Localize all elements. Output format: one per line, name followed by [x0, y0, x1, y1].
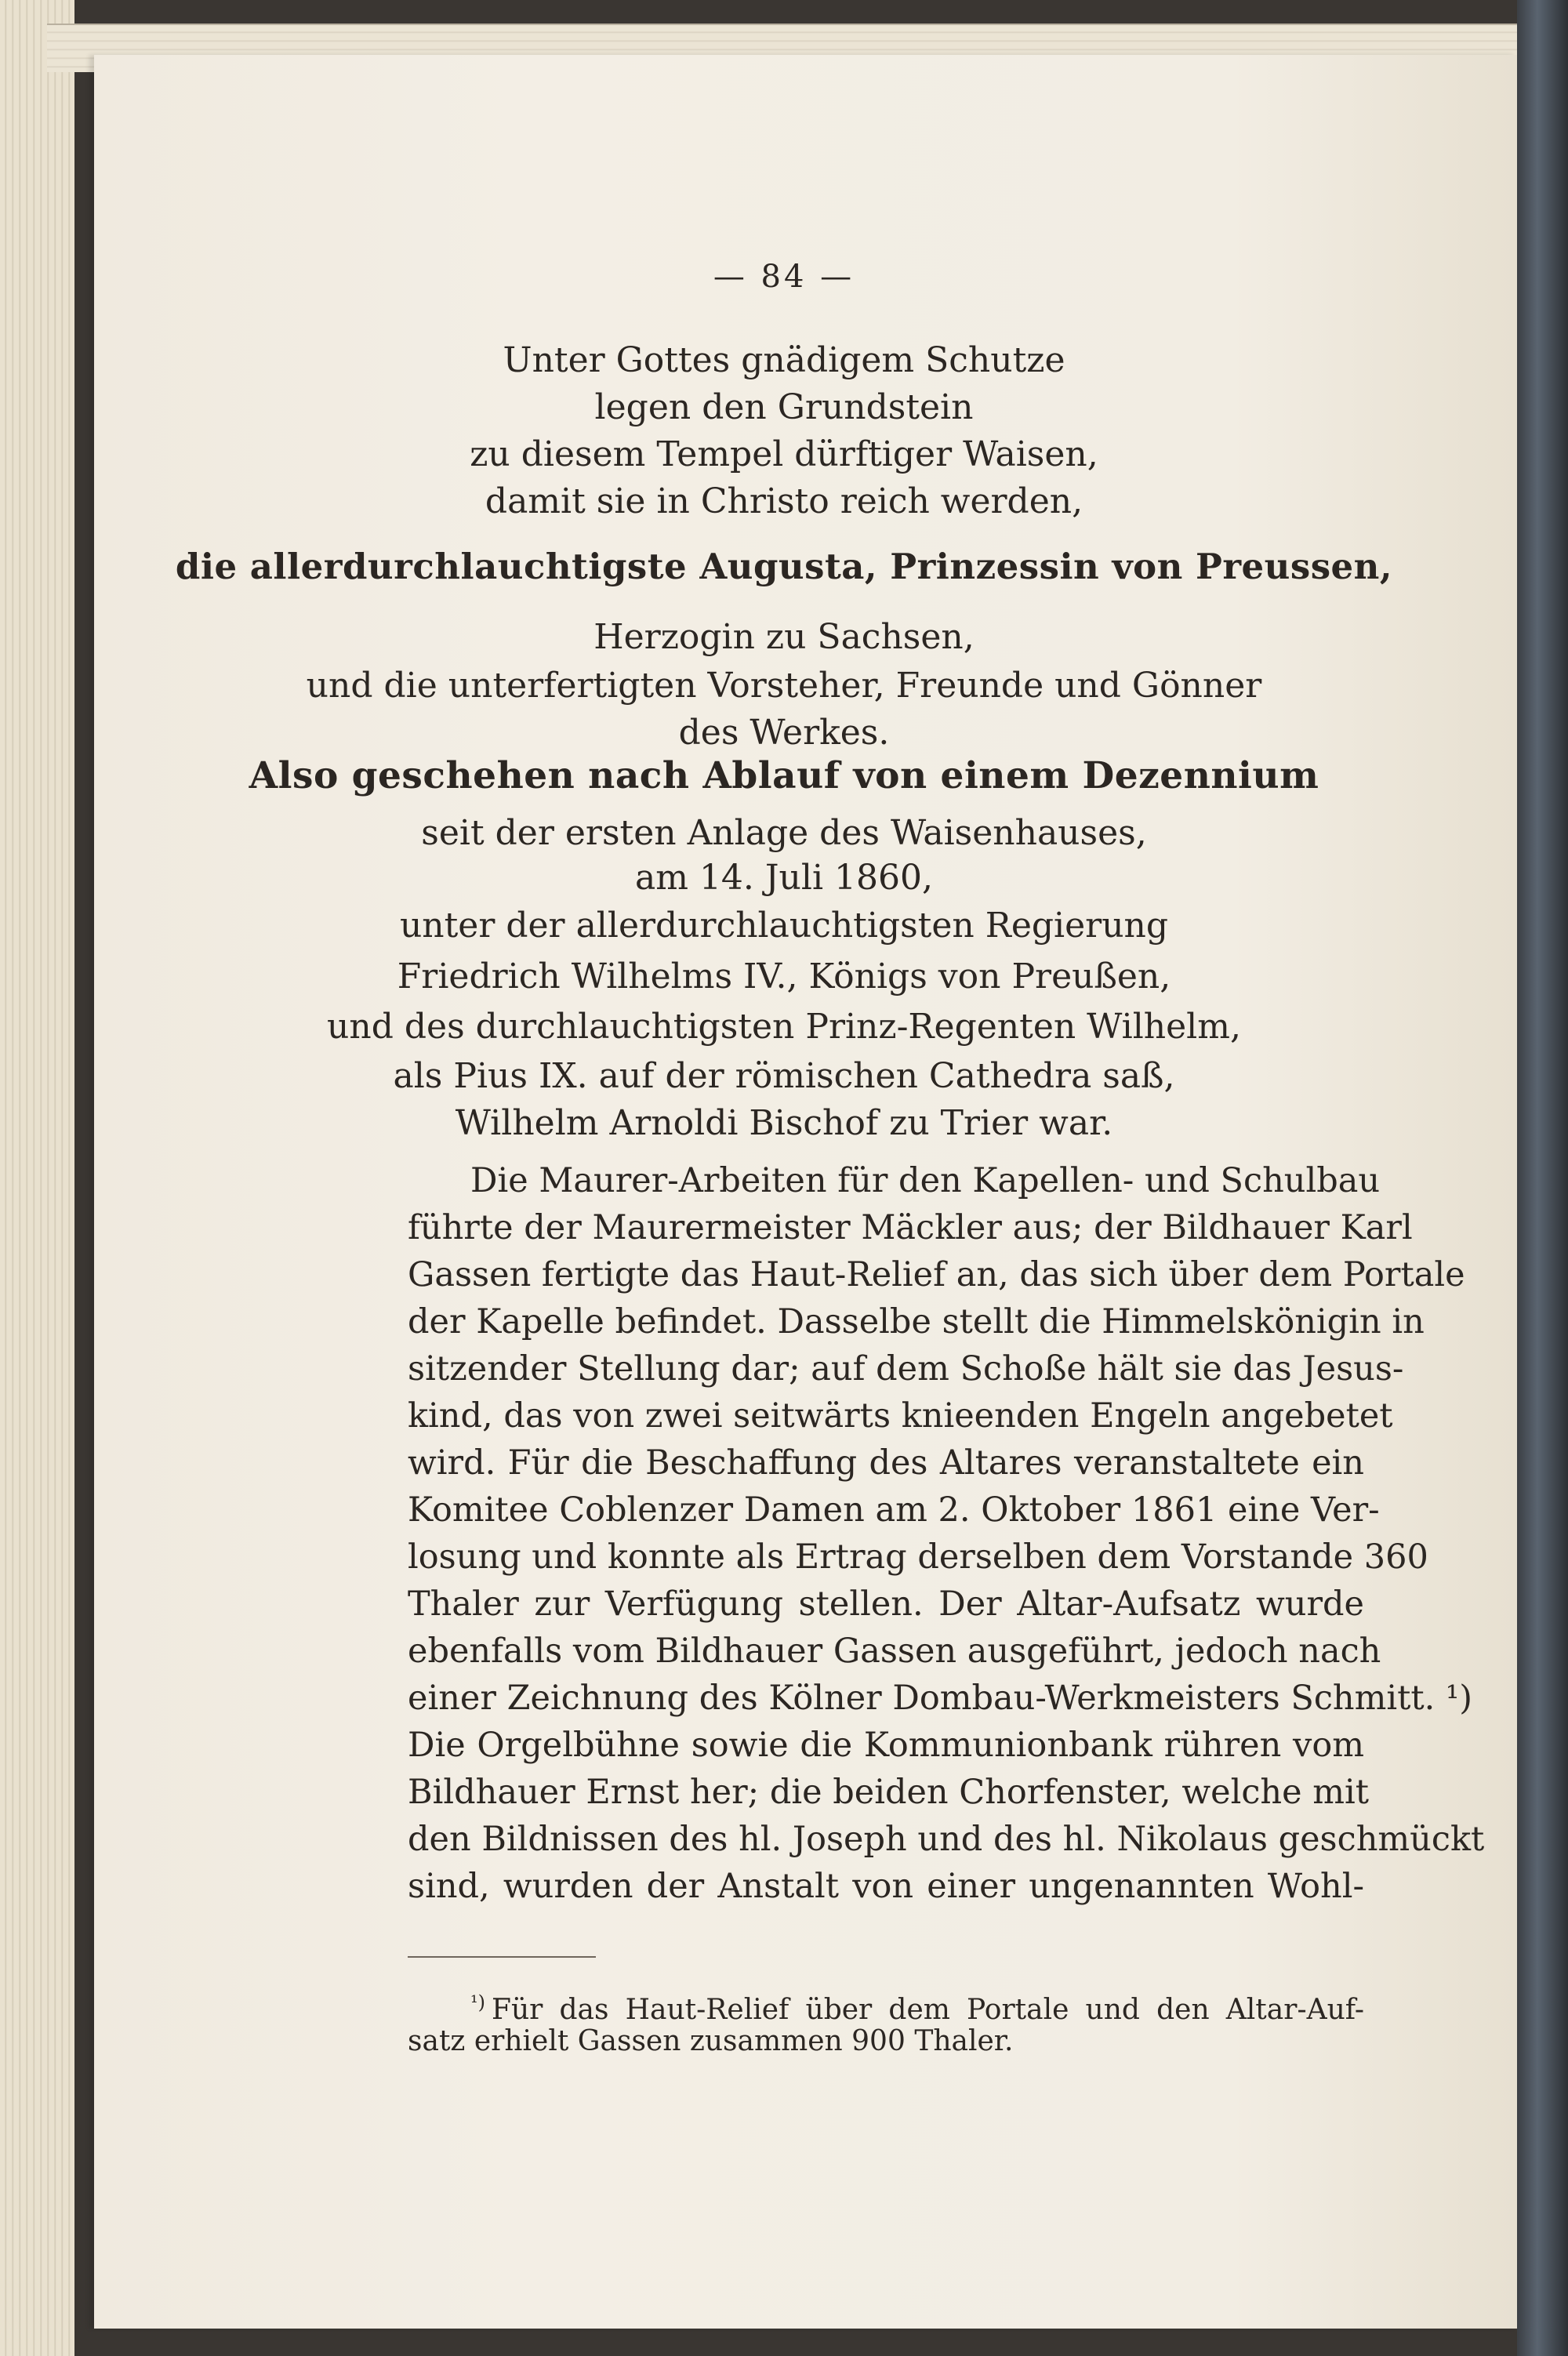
dedication-line: legen den Grundstein [594, 387, 974, 427]
dedication-line: damit sie in Christo reich werden, [485, 481, 1083, 521]
body-line: Die Maurer-Arbeiten für den Kapellen- und Schulbau [470, 1161, 1381, 1200]
dedication-line: des Werkes. [678, 713, 890, 753]
body-line: der Kapelle befindet. Dasselbe stellt die Himmelskönigin in [408, 1302, 1425, 1341]
dedication-line: und die unterfertigten Vorsteher, Freunde und Gönner [306, 666, 1262, 706]
dedication-line: unter der allerdurchlauchtigsten Regierung [399, 906, 1169, 946]
body-line: kind, das von zwei seitwärts knieenden Engeln angebetet [408, 1396, 1393, 1436]
footnote-line: satz erhielt Gassen zusammen 900 Thaler. [408, 2025, 1014, 2057]
dedication-line: seit der ersten Anlage des Waisenhauses, [421, 813, 1147, 853]
footnote-text: Für das Haut-Relief über dem Portale und den Altar-Auf- [491, 1994, 1364, 2026]
dedication-line: Herzogin zu Sachsen, [593, 617, 975, 657]
footnote-mark: ¹) [470, 1991, 485, 2013]
dedication-line: Wilhelm Arnoldi Bischof zu Trier war. [455, 1103, 1113, 1143]
dedication-line: als Pius IX. auf der römischen Cathedra saß, [393, 1056, 1175, 1096]
body-line: Komitee Coblenzer Damen am 2. Oktober 1861 eine Ver- [408, 1490, 1380, 1530]
dedication-heading: Also geschehen nach Ablauf von einem Dezennium [249, 754, 1319, 797]
dedication-line: die allerdurchlauchtigste Augusta, Prinzessin von Preussen, [175, 546, 1393, 587]
body-line: ebenfalls vom Bildhauer Gassen ausgeführt, jedoch nach [408, 1632, 1381, 1671]
footnote-rule [408, 1956, 596, 1958]
body-line: Bildhauer Ernst her; die beiden Chorfenster, welche mit [408, 1773, 1370, 1812]
dedication-line: Unter Gottes gnädigem Schutze [503, 340, 1065, 380]
dedication-line: Friedrich Wilhelms IV., Königs von Preußen, [397, 957, 1171, 996]
body-line: sitzender Stellung dar; auf dem Schoße hält sie das Jesus- [408, 1349, 1404, 1389]
body-line: losung und konnte als Ertrag derselben dem Vorstande 360 [408, 1537, 1428, 1577]
body-line: einer Zeichnung des Kölner Dombau-Werkmeisters Schmitt. ¹) [408, 1679, 1473, 1718]
dedication-line: zu diesem Tempel dürftiger Waisen, [470, 434, 1098, 474]
body-line: führte der Maurermeister Mäckler aus; der Bildhauer Karl [408, 1208, 1413, 1247]
page-number: — 84 — [713, 259, 855, 295]
body-line: sind, wurden der Anstalt von einer ungenannten Wohl- [408, 1867, 1364, 1906]
body-line: wird. Für die Beschaffung des Altares veranstaltete ein [408, 1443, 1364, 1483]
dedication-line: und des durchlauchtigsten Prinz-Regenten Wilhelm, [327, 1007, 1241, 1047]
body-line: Die Orgelbühne sowie die Kommunionbank rühren vom [408, 1726, 1364, 1765]
body-line: Thaler zur Verfügung stellen. Der Altar-Aufsatz wurde [408, 1585, 1364, 1624]
body-line: Gassen fertigte das Haut-Relief an, das sich über dem Portale [408, 1255, 1465, 1294]
dedication-line: am 14. Juli 1860, [635, 858, 933, 898]
body-line: den Bildnissen des hl. Joseph und des hl. Nikolaus geschmückt [408, 1820, 1485, 1859]
